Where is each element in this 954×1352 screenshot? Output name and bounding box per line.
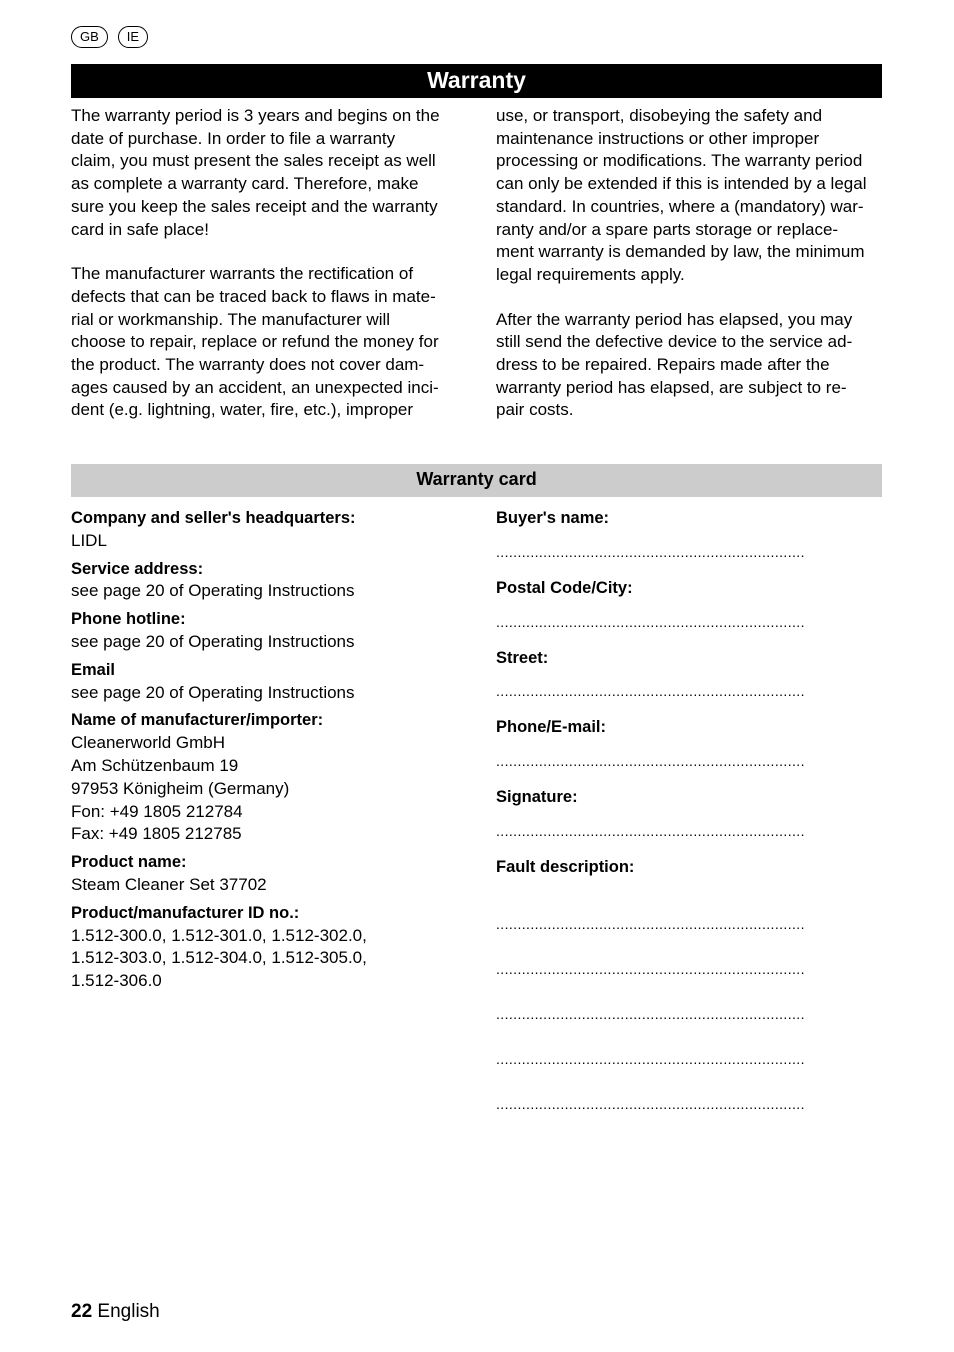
- fault-description-line-4[interactable]: ........................................................................: [496, 1050, 805, 1067]
- buyer-name-field: [496, 507, 876, 560]
- street-line[interactable]: ........................................................................: [496, 683, 805, 700]
- manufacturer-field: [71, 709, 471, 846]
- country-badges: [71, 26, 148, 48]
- phone-hotline-field: [71, 608, 471, 654]
- field-label: Fault description:: [496, 857, 635, 876]
- field-value: see page 20 of Operating Instructions: [71, 631, 355, 651]
- signature-line[interactable]: ........................................................................: [496, 822, 805, 839]
- service-address-field: [71, 558, 471, 604]
- country-badge-gb: GB: [71, 26, 108, 48]
- field-label: Product name:: [71, 853, 187, 872]
- company-field: [71, 507, 471, 553]
- field-label: Phone hotline:: [71, 610, 186, 629]
- fault-description-line-5[interactable]: ........................................................................: [496, 1095, 805, 1112]
- page-number: 22: [71, 1301, 93, 1322]
- field-label: Product/manufacturer ID no.:: [71, 903, 300, 922]
- phone-email-field: [496, 716, 876, 769]
- fault-description-line-1[interactable]: ........................................................................: [496, 915, 805, 932]
- warranty-paragraph-3: use, or transport, disobeying the safety and maintenance instructions or other improper processing or modifications. The warranty period can only be extended if this is intended by a legal standard. In countries, where a (mandatory) war- ranty and/or a spare parts storage or replace- ment warranty is demanded by law, the minimum legal requirements apply.: [496, 106, 867, 284]
- field-value: see page 20 of Operating Instructions: [71, 581, 355, 601]
- field-value: LIDL: [71, 530, 107, 550]
- field-label: Name of manufacturer/importer:: [71, 711, 324, 730]
- product-name-field: [71, 851, 471, 897]
- email-field: [71, 659, 471, 705]
- fault-description-field: [496, 856, 876, 1112]
- country-badge-ie: IE: [118, 26, 148, 48]
- field-value: see page 20 of Operating Instructions: [71, 682, 355, 702]
- postal-code-line[interactable]: ........................................................................: [496, 613, 805, 630]
- field-label: Street:: [496, 648, 549, 667]
- field-label: Service address:: [71, 559, 204, 578]
- warranty-card-form: [496, 507, 876, 1112]
- field-label: Email: [71, 660, 116, 679]
- warranty-paragraph-2: The manufacturer warrants the rectification of defects that can be traced back to flaws in mate- rial or workmanship. The manufacturer will choose to repair, replace or refund the money for the product. The warranty does not cover dam- ages caused by an accident, an unexpected inci- dent (e.g. lightning, water, fire, etc.), improper: [71, 264, 439, 420]
- buyer-name-line[interactable]: ........................................................................: [496, 543, 805, 560]
- street-field: [496, 647, 876, 700]
- warranty-text-left-column: [71, 105, 471, 422]
- warranty-card-title: Warranty card: [71, 464, 882, 497]
- field-label: Phone/E-mail:: [496, 718, 607, 737]
- page-footer: [71, 1301, 160, 1323]
- fault-description-line-3[interactable]: ........................................................................: [496, 1005, 805, 1022]
- signature-field: [496, 786, 876, 839]
- phone-email-line[interactable]: ........................................................................: [496, 753, 805, 770]
- page-language: English: [97, 1301, 160, 1322]
- fault-description-line-2[interactable]: ........................................................................: [496, 960, 805, 977]
- warranty-card-info: [71, 507, 471, 998]
- warranty-paragraph-4: After the warranty period has elapsed, you may still send the defective device to the service ad- dress to be repaired. Repairs made after the warranty period has elapsed, are subject to re- pair costs.: [496, 309, 853, 420]
- field-label: Signature:: [496, 788, 578, 807]
- field-label: Postal Code/City:: [496, 578, 633, 597]
- product-id-field: [71, 902, 471, 993]
- field-label: Company and seller's headquarters:: [71, 509, 356, 527]
- field-value: Steam Cleaner Set 37702: [71, 874, 267, 894]
- warranty-paragraph-1: The warranty period is 3 years and begins on the date of purchase. In order to file a warranty claim, you must present the sales receipt as well as complete a warranty card. Therefore, make sure you keep the sales receipt and the warranty card in safe place!: [71, 106, 440, 239]
- page-title: Warranty: [71, 64, 882, 98]
- field-value: 1.512-300.0, 1.512-301.0, 1.512-302.0, 1.512-303.0, 1.512-304.0, 1.512-305.0, 1.512-306.0: [71, 925, 367, 991]
- warranty-text-right-column: [496, 105, 896, 422]
- postal-code-field: [496, 577, 876, 630]
- field-value: Cleanerworld GmbH Am Schützenbaum 19 97953 Königheim (Germany) Fon: +49 1805 212784 Fax: +49 1805 212785: [71, 733, 290, 844]
- field-label: Buyer's name:: [496, 509, 610, 527]
